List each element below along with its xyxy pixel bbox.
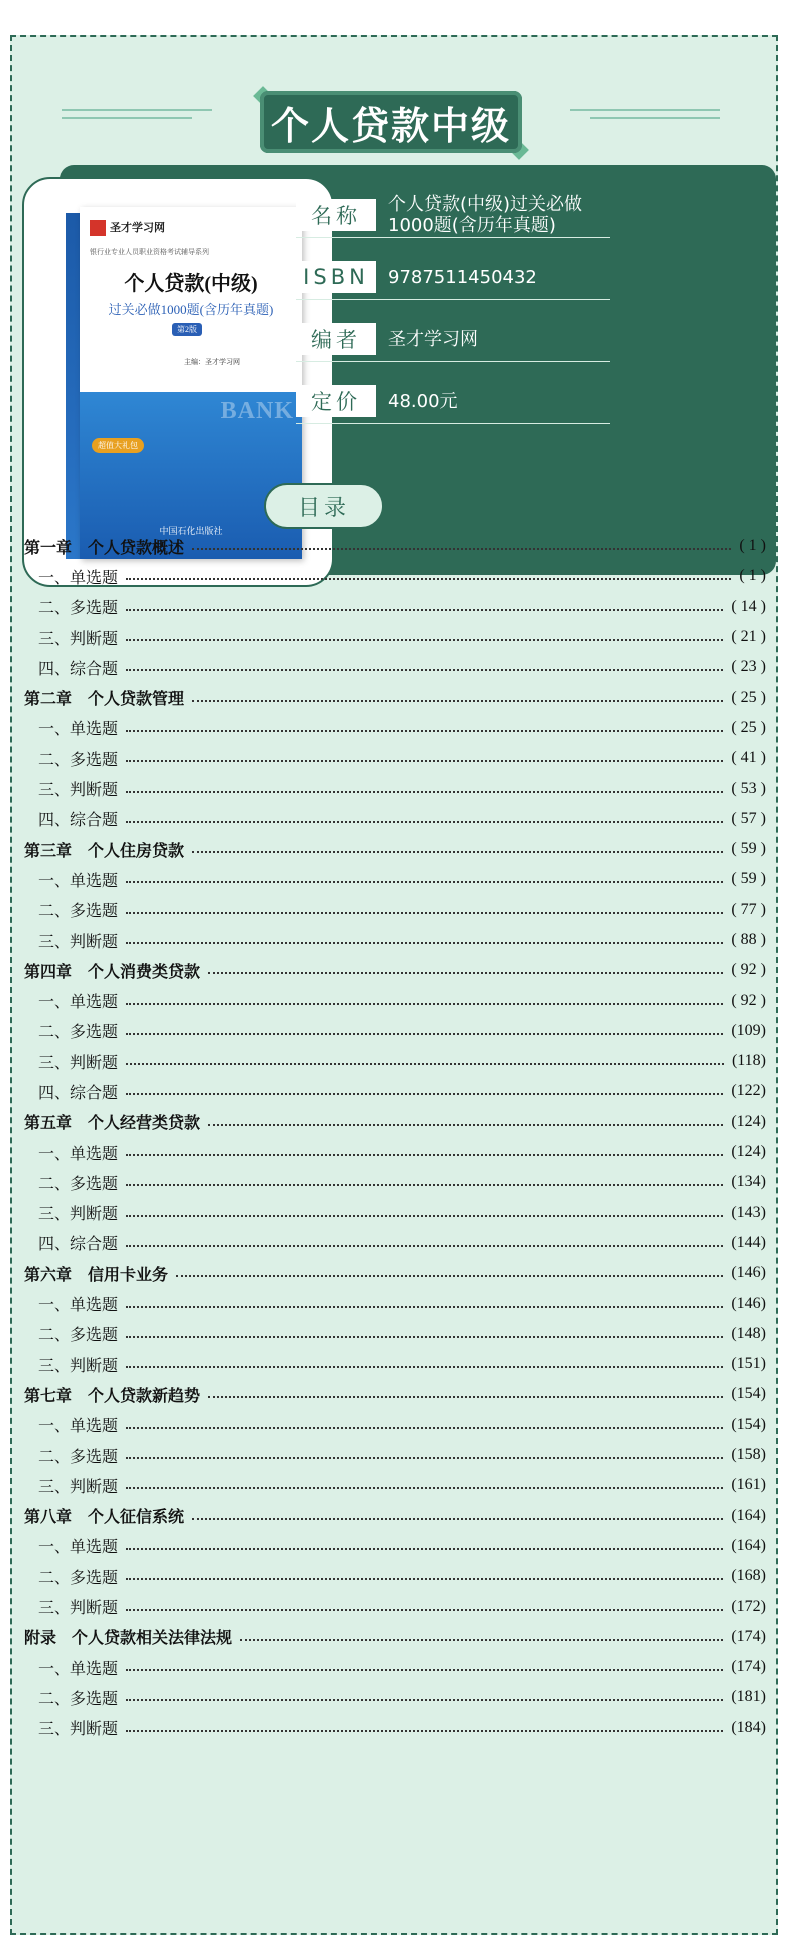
toc-leader-dots xyxy=(208,1394,723,1398)
toc-leader-dots xyxy=(126,1697,723,1701)
toc-label: 三、判断题 xyxy=(38,782,119,800)
toc-page-number: ( 53 ) xyxy=(731,779,766,797)
table-of-contents xyxy=(24,531,766,1743)
toc-label: 二、多选题 xyxy=(38,751,119,769)
toc-page-number: ( 21 ) xyxy=(731,628,766,646)
toc-label: 四、综合题 xyxy=(38,812,119,830)
toc-section-row xyxy=(24,925,766,955)
info-value: 个人贷款(中级)过关必做1000题(含历年真题) xyxy=(388,194,583,236)
toc-leader-dots xyxy=(126,940,723,944)
toc-label: 二、多选题 xyxy=(38,1690,119,1708)
toc-page-number: (164) xyxy=(731,1506,766,1524)
toc-label: 一、单选题 xyxy=(38,569,119,587)
toc-chapter-row xyxy=(24,682,766,712)
info-value: 圣才学习网 xyxy=(388,328,478,350)
toc-leader-dots xyxy=(126,1425,723,1429)
toc-page-number: (174) xyxy=(731,1658,766,1676)
book-watermark: BANK xyxy=(220,398,294,424)
toc-section-row xyxy=(24,804,766,834)
toc-section-row xyxy=(24,561,766,591)
toc-label: 二、多选题 xyxy=(38,903,119,921)
toc-page-number: (161) xyxy=(731,1476,766,1494)
toc-page-number: (181) xyxy=(731,1688,766,1706)
toc-label: 一、单选题 xyxy=(38,1145,119,1163)
toc-page-number: (164) xyxy=(731,1536,766,1554)
toc-page-number: ( 77 ) xyxy=(731,900,766,918)
toc-page-number: (184) xyxy=(731,1718,766,1736)
toc-page-number: (146) xyxy=(731,1264,766,1282)
toc-page-number: (158) xyxy=(731,1446,766,1464)
toc-page-number: (146) xyxy=(731,1294,766,1312)
toc-section-row xyxy=(24,864,766,894)
info-row-name xyxy=(296,193,610,238)
toc-label: 一、单选题 xyxy=(38,872,119,890)
toc-label: 三、判断题 xyxy=(38,1721,119,1739)
toc-label: 第四章 个人消费类贷款 xyxy=(24,963,201,981)
toc-section-row xyxy=(24,1198,766,1228)
toc-leader-dots xyxy=(126,1546,723,1550)
toc-leader-dots xyxy=(126,789,723,793)
toc-page-number: (118) xyxy=(731,1052,766,1070)
toc-page-number: ( 57 ) xyxy=(731,809,766,827)
book-cover-subtitle: 过关必做1000题(含历年真题) xyxy=(108,302,274,317)
toc-leader-dots xyxy=(126,819,723,823)
book-press: 中国石化出版社 xyxy=(159,526,223,536)
title-section xyxy=(12,69,780,159)
toc-chapter-row xyxy=(24,1258,766,1288)
info-label: 定价 xyxy=(296,385,376,417)
toc-label: 二、多选题 xyxy=(38,1024,119,1042)
toc-label: 三、判断题 xyxy=(38,630,119,648)
toc-page-number: (109) xyxy=(731,1021,766,1039)
toc-leader-dots xyxy=(126,1213,723,1217)
toc-label: 第二章 个人贷款管理 xyxy=(24,691,185,709)
toc-chapter-row xyxy=(24,1107,766,1137)
toc-section-row xyxy=(24,1410,766,1440)
toc-leader-dots xyxy=(126,637,723,641)
book-cover-title: 个人贷款(中级) xyxy=(124,273,258,295)
toc-leader-dots xyxy=(126,1304,723,1308)
toc-leader-dots xyxy=(126,1576,723,1580)
toc-label: 三、判断题 xyxy=(38,1357,119,1375)
toc-label: 第五章 个人经营类贷款 xyxy=(24,1115,201,1133)
toc-section-row xyxy=(24,1228,766,1258)
toc-section-row xyxy=(24,1591,766,1621)
toc-leader-dots xyxy=(192,1516,723,1520)
toc-label: 第八章 个人征信系统 xyxy=(24,1509,185,1527)
toc-leader-dots xyxy=(126,1091,723,1095)
book-edition-badge: 第2版 xyxy=(172,323,202,336)
info-label: 编者 xyxy=(296,323,376,355)
toc-leader-dots xyxy=(126,879,723,883)
info-value: 9787511450432 xyxy=(388,266,537,288)
toc-section-row xyxy=(24,713,766,743)
toc-label: 三、判断题 xyxy=(38,1206,119,1224)
page-frame xyxy=(10,35,778,1935)
toc-section-row xyxy=(24,1470,766,1500)
toc-chapter-row xyxy=(24,1622,766,1652)
toc-label: 二、多选题 xyxy=(38,600,119,618)
toc-chapter-row xyxy=(24,834,766,864)
toc-leader-dots xyxy=(126,1182,723,1186)
toc-chapter-row xyxy=(24,531,766,561)
info-label: 名称 xyxy=(296,199,376,231)
toc-leader-dots xyxy=(126,910,723,914)
toc-label: 三、判断题 xyxy=(38,1478,119,1496)
title-line-left xyxy=(62,109,212,111)
toc-chapter-row xyxy=(24,1379,766,1409)
toc-section-row xyxy=(24,773,766,803)
toc-page-number: (174) xyxy=(731,1627,766,1645)
toc-page-number: ( 59 ) xyxy=(731,870,766,888)
toc-page-number: (134) xyxy=(731,1173,766,1191)
toc-page-number: (143) xyxy=(731,1203,766,1221)
toc-page-number: ( 92 ) xyxy=(731,961,766,979)
toc-label: 一、单选题 xyxy=(38,1660,119,1678)
book-editor: 主编：圣才学习网 xyxy=(184,358,240,366)
toc-label: 一、单选题 xyxy=(38,994,119,1012)
toc-page-number: ( 1 ) xyxy=(739,537,766,555)
toc-label: 附录 个人贷款相关法律法规 xyxy=(24,1630,233,1648)
toc-label: 第七章 个人贷款新趋势 xyxy=(24,1387,201,1405)
toc-leader-dots xyxy=(126,1001,723,1005)
toc-label: 一、单选题 xyxy=(38,1297,119,1315)
toc-leader-dots xyxy=(126,576,731,580)
toc-section-row xyxy=(24,1046,766,1076)
toc-label: 二、多选题 xyxy=(38,1175,119,1193)
toc-page-number: (151) xyxy=(731,1355,766,1373)
toc-leader-dots xyxy=(126,1485,723,1489)
toc-leader-dots xyxy=(126,1031,723,1035)
toc-label: 第三章 个人住房贷款 xyxy=(24,842,185,860)
toc-page-number: ( 92 ) xyxy=(731,991,766,1009)
logo-icon xyxy=(90,220,106,236)
toc-label: 二、多选题 xyxy=(38,1327,119,1345)
toc-leader-dots xyxy=(126,1243,723,1247)
toc-section-row xyxy=(24,1319,766,1349)
toc-section-row xyxy=(24,592,766,622)
toc-title: 目录 xyxy=(264,483,384,529)
page-title: 个人贷款中级 xyxy=(260,91,522,153)
toc-leader-dots xyxy=(176,1273,723,1277)
toc-leader-dots xyxy=(126,1455,723,1459)
toc-page-number: (172) xyxy=(731,1597,766,1615)
toc-leader-dots xyxy=(192,698,723,702)
toc-page-number: ( 25 ) xyxy=(731,718,766,736)
toc-label: 一、单选题 xyxy=(38,1418,119,1436)
toc-page-number: ( 23 ) xyxy=(731,658,766,676)
toc-label: 二、多选题 xyxy=(38,1448,119,1466)
toc-leader-dots xyxy=(126,607,723,611)
toc-label: 三、判断题 xyxy=(38,1600,119,1618)
toc-section-row xyxy=(24,1349,766,1379)
toc-label: 四、综合题 xyxy=(38,1084,119,1102)
toc-section-row xyxy=(24,1561,766,1591)
toc-label: 第六章 信用卡业务 xyxy=(24,1266,169,1284)
toc-section-row xyxy=(24,1440,766,1470)
toc-leader-dots xyxy=(126,1334,723,1338)
toc-leader-dots xyxy=(240,1637,723,1641)
toc-leader-dots xyxy=(126,1061,724,1065)
toc-page-number: (168) xyxy=(731,1567,766,1585)
toc-page-number: ( 88 ) xyxy=(731,931,766,948)
toc-leader-dots xyxy=(126,667,723,671)
toc-page-number: ( 41 ) xyxy=(731,749,766,767)
toc-section-row xyxy=(24,652,766,682)
toc-leader-dots xyxy=(126,758,723,762)
toc-label: 一、单选题 xyxy=(38,1539,119,1557)
toc-page-number: (124) xyxy=(731,1112,766,1130)
toc-leader-dots xyxy=(208,970,723,974)
book-gift-badge: 超值大礼包 xyxy=(92,438,144,453)
book-publisher-logo: 圣才学习网 xyxy=(90,219,165,236)
info-row-isbn xyxy=(296,255,610,300)
toc-page-number: (154) xyxy=(731,1415,766,1433)
toc-label: 二、多选题 xyxy=(38,1569,119,1587)
toc-section-row xyxy=(24,895,766,925)
toc-page-number: ( 25 ) xyxy=(731,688,766,706)
toc-section-row xyxy=(24,1531,766,1561)
toc-section-row xyxy=(24,1016,766,1046)
book-series: 银行业专业人员职业资格考试辅导系列 xyxy=(90,248,209,256)
book-spine xyxy=(66,213,80,559)
toc-label: 第一章 个人贷款概述 xyxy=(24,539,185,557)
toc-page-number: (122) xyxy=(731,1082,766,1100)
toc-leader-dots xyxy=(126,1607,723,1611)
toc-section-row xyxy=(24,622,766,652)
toc-leader-dots xyxy=(126,1364,723,1368)
toc-page-number: ( 14 ) xyxy=(731,597,766,615)
toc-leader-dots xyxy=(192,546,731,550)
toc-page-number: (144) xyxy=(731,1233,766,1251)
toc-chapter-row xyxy=(24,1501,766,1531)
toc-leader-dots xyxy=(126,728,723,732)
info-value: 48.00元 xyxy=(388,390,458,412)
toc-label: 四、综合题 xyxy=(38,660,119,678)
toc-section-row xyxy=(24,1713,766,1743)
toc-label: 三、判断题 xyxy=(38,933,119,951)
toc-leader-dots xyxy=(208,1122,723,1126)
info-label: ISBN xyxy=(296,261,376,293)
title-line-right xyxy=(570,109,720,111)
toc-leader-dots xyxy=(126,1667,723,1671)
toc-label: 一、单选题 xyxy=(38,721,119,739)
title-line-left-2 xyxy=(62,117,192,119)
toc-page-number: (124) xyxy=(731,1143,766,1161)
toc-section-row xyxy=(24,1167,766,1197)
toc-page-number: (148) xyxy=(731,1324,766,1342)
toc-page-number: ( 59 ) xyxy=(731,840,766,858)
toc-leader-dots xyxy=(126,1728,723,1732)
toc-label: 四、综合题 xyxy=(38,1236,119,1254)
toc-section-row xyxy=(24,1137,766,1167)
toc-leader-dots xyxy=(192,849,723,853)
toc-section-row xyxy=(24,1682,766,1712)
toc-chapter-row xyxy=(24,955,766,985)
info-row-editor xyxy=(296,317,610,362)
toc-section-row xyxy=(24,743,766,773)
info-row-price xyxy=(296,379,610,424)
toc-section-row xyxy=(24,1652,766,1682)
toc-label: 三、判断题 xyxy=(38,1054,119,1072)
toc-section-row xyxy=(24,1076,766,1106)
toc-page-number: (154) xyxy=(731,1385,766,1403)
title-line-right-2 xyxy=(590,117,720,119)
toc-section-row xyxy=(24,985,766,1015)
toc-section-row xyxy=(24,1288,766,1318)
toc-leader-dots xyxy=(126,1152,723,1156)
toc-page-number: ( 1 ) xyxy=(739,567,766,585)
